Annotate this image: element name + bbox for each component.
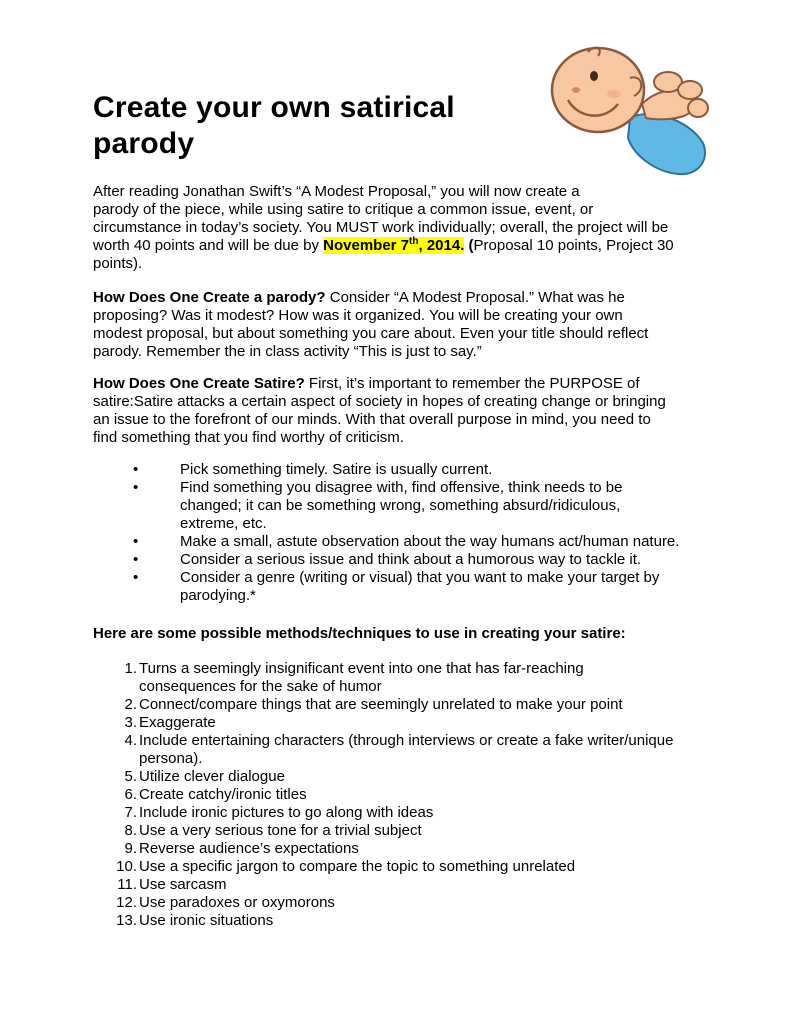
method-text: Use sarcasm — [139, 876, 227, 893]
method-item — [93, 840, 733, 858]
method-item — [93, 714, 733, 732]
parody-line: Consider “A Modest Proposal.” What was he — [325, 289, 625, 306]
title-line-2: parody — [93, 127, 195, 160]
method-number: 11. — [117, 876, 137, 893]
method-text: Use ironic situations — [139, 912, 274, 929]
bullet-item — [93, 515, 733, 533]
parody-heading: How Does One Create a parody? — [93, 289, 326, 306]
method-text: Include entertaining characters (through interviews or create a fake writer/unique — [139, 732, 674, 749]
method-text: Create catchy/ironic titles — [139, 786, 307, 803]
method-item — [93, 786, 733, 804]
bullet-text: Consider a serious issue and think about a humorous way to tackle it. — [180, 551, 642, 568]
method-item — [93, 660, 733, 678]
method-item — [93, 822, 733, 840]
method-item — [93, 912, 733, 930]
bullet-item — [93, 569, 733, 587]
method-text: Include ironic pictures to go along with ideas — [139, 804, 434, 821]
parody-line: parody. Remember the in class activity “This is just to say.” — [93, 343, 482, 360]
method-number: 4. — [124, 732, 137, 749]
bullet-item — [93, 497, 733, 515]
parody-paragraph — [93, 289, 713, 361]
method-item — [93, 696, 733, 714]
bullet-text: extreme, etc. — [180, 515, 267, 532]
due-date-year: , 2014. — [418, 237, 465, 254]
method-item — [93, 750, 733, 768]
bullet-dot: • — [133, 479, 139, 496]
method-number: 2. — [124, 696, 137, 713]
method-number: 13. — [116, 912, 137, 929]
intro-line: points). — [93, 255, 143, 272]
method-item — [93, 858, 733, 876]
bullet-item — [93, 461, 733, 479]
method-text: Use a specific jargon to compare the topic to something unrelated — [139, 858, 576, 875]
intro-line — [93, 237, 713, 255]
method-number: 5. — [124, 768, 137, 785]
bullet-item — [93, 533, 733, 551]
bullet-item — [93, 587, 733, 605]
bullet-dot: • — [133, 461, 139, 478]
method-text: persona). — [139, 750, 203, 767]
method-text: Exaggerate — [139, 714, 216, 731]
method-number: 12. — [116, 894, 137, 911]
method-item — [93, 768, 733, 786]
satire-line: an issue to the forefront of our minds. With that overall purpose in mind, you need to — [93, 411, 651, 428]
bullet-text: Pick something timely. Satire is usually current. — [180, 461, 493, 478]
satire-heading: How Does One Create Satire? — [93, 375, 305, 392]
method-text: Reverse audience’s expectations — [139, 840, 359, 857]
method-text: Utilize clever dialogue — [139, 768, 285, 785]
methods-list — [93, 660, 733, 930]
bullet-text: parodying.* — [180, 587, 256, 604]
baby-illustration — [538, 38, 718, 178]
bullet-text: Consider a genre (writing or visual) that you want to make your target by — [180, 569, 660, 586]
parody-line: modest proposal, but about something you care about. Even your title should reflect — [93, 325, 649, 342]
method-text: Connect/compare things that are seemingly unrelated to make your point — [139, 696, 623, 713]
bullet-dot: • — [133, 569, 139, 586]
methods-heading: Here are some possible methods/techniques to use in creating your satire: — [93, 625, 626, 642]
due-date-month-day: November 7 — [323, 237, 410, 254]
parody-line: proposing? Was it modest? How was it organized. You will be creating your own — [93, 307, 623, 324]
method-text: Turns a seemingly insignificant event into one that has far-reaching — [139, 660, 584, 677]
bullet-text: changed; it can be something wrong, something absurd/ridiculous, — [180, 497, 621, 514]
intro-line: circumstance in today’s society. You MUST work individually; overall, the project will be — [93, 219, 669, 236]
due-date-suffix: th — [409, 236, 419, 247]
method-number: 9. — [124, 840, 137, 857]
intro-line: After reading Jonathan Swift’s “A Modest Proposal,” you will now create a — [93, 183, 580, 200]
satire-line: First, it’s important to remember the PURPOSE of — [304, 375, 640, 392]
bullet-item — [93, 551, 733, 569]
method-number: 1. — [124, 660, 137, 677]
method-number: 3. — [124, 714, 137, 731]
method-text: Use paradoxes or oxymorons — [139, 894, 335, 911]
method-text: consequences for the sake of humor — [139, 678, 382, 695]
method-text: Use a very serious tone for a trivial subject — [139, 822, 422, 839]
method-item — [93, 876, 733, 894]
bullet-text: Find something you disagree with, find offensive, think needs to be — [180, 479, 623, 496]
satire-tips-list — [93, 461, 733, 605]
intro-paragraph — [93, 183, 713, 273]
method-item — [93, 894, 733, 912]
method-number: 7. — [124, 804, 137, 821]
bullet-dot: • — [133, 533, 139, 550]
bullet-text: Make a small, astute observation about the way humans act/human nature. — [180, 533, 680, 550]
intro-line: parody of the piece, while using satire to critique a common issue, event, or — [93, 201, 594, 218]
paren-open: ( — [464, 237, 474, 254]
method-item — [93, 732, 733, 750]
title-line-1: Create your own satirical — [93, 91, 455, 124]
method-item — [93, 804, 733, 822]
points-breakdown: Proposal 10 points, Project 30 — [473, 237, 674, 254]
bullet-item — [93, 479, 733, 497]
method-number: 10. — [116, 858, 137, 875]
due-date-highlight — [323, 237, 464, 254]
satire-line: find something that you find worthy of criticism. — [93, 429, 404, 446]
method-number: 8. — [124, 822, 137, 839]
bullet-dot: • — [133, 551, 139, 568]
intro-line-text: worth 40 points and will be due by — [93, 237, 324, 254]
method-item — [93, 678, 733, 696]
method-number: 6. — [124, 786, 137, 803]
satire-line: satire:Satire attacks a certain aspect of society in hopes of creating change or bringing — [93, 393, 666, 410]
satire-paragraph — [93, 375, 713, 447]
page-title — [93, 90, 455, 162]
